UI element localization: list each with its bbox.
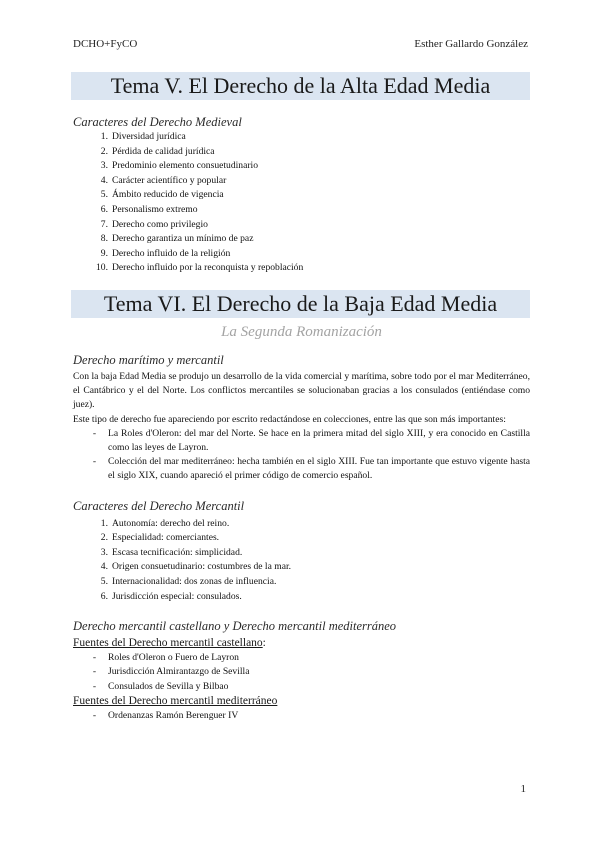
tema6-title: Tema VI. El Derecho de la Baja Edad Media	[71, 290, 530, 318]
list-item-number: 5.	[100, 575, 108, 587]
list-item	[73, 247, 530, 262]
list-item	[73, 560, 530, 575]
tema6-subtitle: La Segunda Romanización	[221, 323, 382, 340]
list-item-number: 8.	[100, 233, 108, 245]
list-item-number: 5.	[100, 189, 108, 201]
list-item	[73, 145, 530, 160]
dash-bullet: -	[92, 427, 97, 439]
fuentes-castellano-list	[73, 651, 530, 694]
list-item-text: Ámbito reducido de vigencia	[112, 189, 224, 201]
list-item	[73, 517, 530, 532]
list-item-text: Derecho como privilegio	[112, 218, 208, 230]
list-item	[73, 232, 530, 247]
maritimo-title: Derecho marítimo y mercantil	[73, 352, 224, 367]
dash-bullet: -	[92, 680, 97, 692]
list-item-text: Derecho influido de la religión	[112, 247, 231, 259]
list-item-text: Escasa tecnificación: simplicidad.	[112, 546, 243, 558]
list-item	[73, 188, 530, 203]
page-number: 1	[520, 783, 526, 795]
maritimo-bullets	[73, 427, 530, 484]
list-item-text: Origen consuetudinario: costumbres de la mar.	[112, 561, 292, 573]
list-item-text: Autonomía: derecho del reino.	[112, 517, 230, 529]
list-item-text: Internacionalidad: dos zonas de influencia.	[112, 575, 277, 587]
list-item	[73, 546, 530, 561]
fuentes-mediterraneo-title: Fuentes del Derecho mercantil mediterráneo	[73, 694, 278, 707]
list-item-text: Pérdida de calidad jurídica	[112, 145, 215, 157]
list-item-text: Derecho garantiza un mínimo de paz	[112, 233, 254, 245]
list-item-number: 9.	[100, 247, 108, 259]
bullet-item	[73, 651, 530, 665]
mercantil-list	[73, 517, 530, 605]
bullet-item	[73, 427, 530, 455]
header-author: Esther Gallardo González	[414, 38, 528, 50]
bullet-item-text: Colección del mar mediterráneo: hecha también en el siglo XIII. Fue tan importante que estuvo vigente hasta el siglo XIX, cuando apareció el primer código de comercio español.	[108, 456, 530, 482]
bullet-item	[73, 455, 530, 483]
list-item	[73, 130, 530, 145]
castellano-title: Derecho mercantil castellano y Derecho mercantil mediterráneo	[73, 619, 397, 634]
dash-bullet: -	[92, 666, 97, 678]
maritimo-paragraph-2: Este tipo de derecho fue apareciendo por escrito redactándose en colecciones, entre las que son más importantes:	[73, 413, 506, 425]
list-item-text: Personalismo extremo	[112, 203, 198, 215]
fuentes-mediterraneo-list	[73, 709, 530, 723]
list-item	[73, 174, 530, 189]
list-item-number: 6.	[100, 590, 108, 602]
mercantil-title: Caracteres del Derecho Mercantil	[73, 498, 245, 513]
page-content	[73, 72, 530, 723]
tema5-section-title: Caracteres del Derecho Medieval	[73, 115, 242, 129]
list-item-number: 7.	[100, 218, 108, 230]
maritimo-paragraph-1: Con la baja Edad Media se produjo un desarrollo de la vida comercial y marítima, sobre todo por el mar Mediterráneo, el Cantábrico y el del Norte. Los conflictos mercantiles se solucionaban gracias a los consulados (entiéndase como juez).	[73, 370, 530, 411]
list-item-text: Predominio elemento consuetudinario	[112, 160, 259, 172]
list-item	[73, 590, 530, 605]
list-item	[73, 203, 530, 218]
list-item-number: 4.	[100, 561, 108, 573]
bullet-item-text: Jurisdicción Almirantazgo de Sevilla	[108, 666, 250, 678]
tema5-title: Tema V. El Derecho de la Alta Edad Media	[71, 72, 530, 100]
list-item-text: Derecho influido por la reconquista y repoblación	[112, 262, 304, 274]
list-item	[73, 531, 530, 546]
list-item-text: Diversidad jurídica	[112, 131, 186, 142]
list-item-number: 2.	[100, 532, 108, 544]
list-item-text: Jurisdicción especial: consulados.	[112, 590, 242, 602]
list-item-number: 2.	[100, 145, 108, 157]
dash-bullet: -	[92, 456, 97, 468]
list-item-text: Carácter acientífico y popular	[112, 174, 227, 186]
tema5-list	[73, 130, 530, 276]
list-item-number: 6.	[100, 203, 108, 215]
fuentes-castellano-heading	[73, 636, 530, 651]
page-header	[73, 38, 528, 50]
list-item	[73, 218, 530, 233]
fuentes-castellano-title: Fuentes del Derecho mercantil castellano	[73, 637, 263, 650]
bullet-item	[73, 680, 530, 694]
list-item-number: 1.	[100, 517, 108, 529]
list-item	[73, 159, 530, 174]
bullet-item-text: Roles d'Oleron o Fuero de Layron	[108, 652, 239, 664]
bullet-item	[73, 665, 530, 679]
list-item-number: 3.	[100, 160, 108, 172]
list-item-number: 10.	[96, 262, 108, 274]
dash-bullet: -	[92, 709, 97, 721]
bullet-item	[73, 709, 530, 723]
header-course: DCHO+FyCO	[73, 38, 138, 50]
list-item-text: Especialidad: comerciantes.	[112, 532, 220, 544]
bullet-item-text: Ordenanzas Ramón Berenguer IV	[108, 709, 239, 721]
list-item-number: 4.	[100, 174, 108, 186]
list-item-number: 1.	[100, 131, 108, 142]
dash-bullet: -	[92, 652, 97, 664]
list-item	[73, 261, 530, 276]
bullet-item-text: Consulados de Sevilla y Bilbao	[108, 680, 229, 692]
list-item	[73, 575, 530, 590]
bullet-item-text: La Roles d'Oleron: del mar del Norte. Se hace en la primera mitad del siglo XIII, y era conocido en Castilla como las leyes de Layron.	[108, 427, 530, 453]
fuentes-castellano-colon: :	[262, 637, 266, 650]
list-item-number: 3.	[100, 546, 108, 558]
